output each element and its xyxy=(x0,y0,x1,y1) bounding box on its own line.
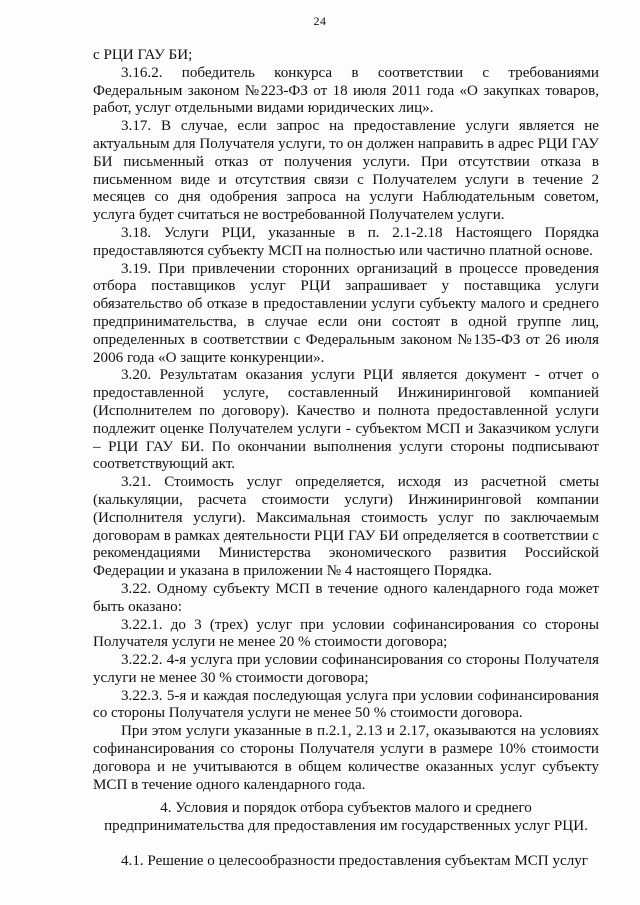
section-heading-line-1: 4. Условия и порядок отбора субъектов малого и среднего xyxy=(160,800,532,816)
paragraph-3-20: 3.20. Результатам оказания услуги РЦИ является документ - отчет о предоставленной услуге, составленный Инжиниринговой компанией (Исполнителем по договору). Качество и полнота предоставленной услуги подлежит оценке Получателем услуги - субъектом МСП и Заказчиком услуги – РЦИ ГАУ БИ. По окончании выполнения услуги стороны подписывают соответствующий акт. xyxy=(93,367,599,473)
paragraph-3-19: 3.19. При привлечении сторонних организаций в процессе проведения отбора поставщиков услуг РЦИ запрашивает у поставщика услуги обязательство об отказе в предоставлении услуги субъекту малого и среднего предпринимательства, в случае если они состоят в одной группе лиц, определенных в соответствии с Федеральным законом №135-ФЗ от 26 июля 2006 года «О защите конкуренции». xyxy=(93,260,599,366)
section-heading xyxy=(93,799,599,835)
page-number: 24 xyxy=(313,14,327,28)
paragraph-3-22-1: 3.22.1. до 3 (трех) услуг при условии софинансирования со стороны Получателя услуги не менее 20 % стоимости договора; xyxy=(93,616,599,651)
paragraph-3-21: 3.21. Стоимость услуг определяется, исходя из расчетной сметы (калькуляции, расчета стоимости услуги) Инжиниринговой компании (Исполнителя услуги). Максимальная стоимость услуг по заключаемым договорам в рамках деятельности РЦИ ГАУ БИ определяется в соответствии с рекомендациями Министерства экономического развития Российской Федерации и указана в приложении № 4 настоящего Порядка. xyxy=(93,474,599,580)
paragraph-cofinancing-note: При этом услуги указанные в п.2.1, 2.13 и 2.17, оказываются на условиях софинансирования со стороны Получателя услуги в размере 10% стоимости договора и не учитываются в общем количестве оказанных услуг субъекту МСП в течение одного календарного года. xyxy=(93,723,599,793)
paragraph-3-18: 3.18. Услуги РЦИ, указанные в п. 2.1-2.18 Настоящего Порядка предоставляются субъекту МСП на полностью или частично платной основе. xyxy=(93,224,599,259)
section-heading-line-2: предпринимательства для предоставления им государственных услуг РЦИ. xyxy=(104,818,588,834)
paragraph-3-22: 3.22. Одному субъекту МСП в течение одного календарного года может быть оказано: xyxy=(93,580,599,615)
body-text xyxy=(93,47,599,794)
paragraph-4-1: 4.1. Решение о целесообразности предоставления субъектам МСП услуг xyxy=(121,853,588,869)
paragraph-3-16-2: 3.16.2. победитель конкурса в соответствии с требованиями Федеральным законом №223-ФЗ от 18 июля 2011 года «О закупках товаров, работ, услуг отдельными видами юридических лиц». xyxy=(93,64,599,117)
paragraph-3-22-3: 3.22.3. 5-я и каждая последующая услуга при условии софинансирования со стороны Получателя услуги не менее 50 % стоимости договора. xyxy=(93,687,599,722)
paragraph-3-17: 3.17. В случае, если запрос на предоставление услуги является не актуальным для Получателя услуги, то он должен направить в адрес РЦИ ГАУ БИ письменный отказ от получения услуги. При отсутствии отказа в письменном виде и отсутствия связи с Получателем услуги в течение 2 месяцев со дня одобрения запроса на услуги Наблюдательным советом, услуга будет считаться не востребованной Получателем услуги. xyxy=(93,118,599,224)
paragraph-continuation: с РЦИ ГАУ БИ; xyxy=(93,47,193,63)
paragraph-3-22-2: 3.22.2. 4-я услуга при условии софинансирования со стороны Получателя услуги не менее 30 % стоимости договора; xyxy=(93,652,599,686)
